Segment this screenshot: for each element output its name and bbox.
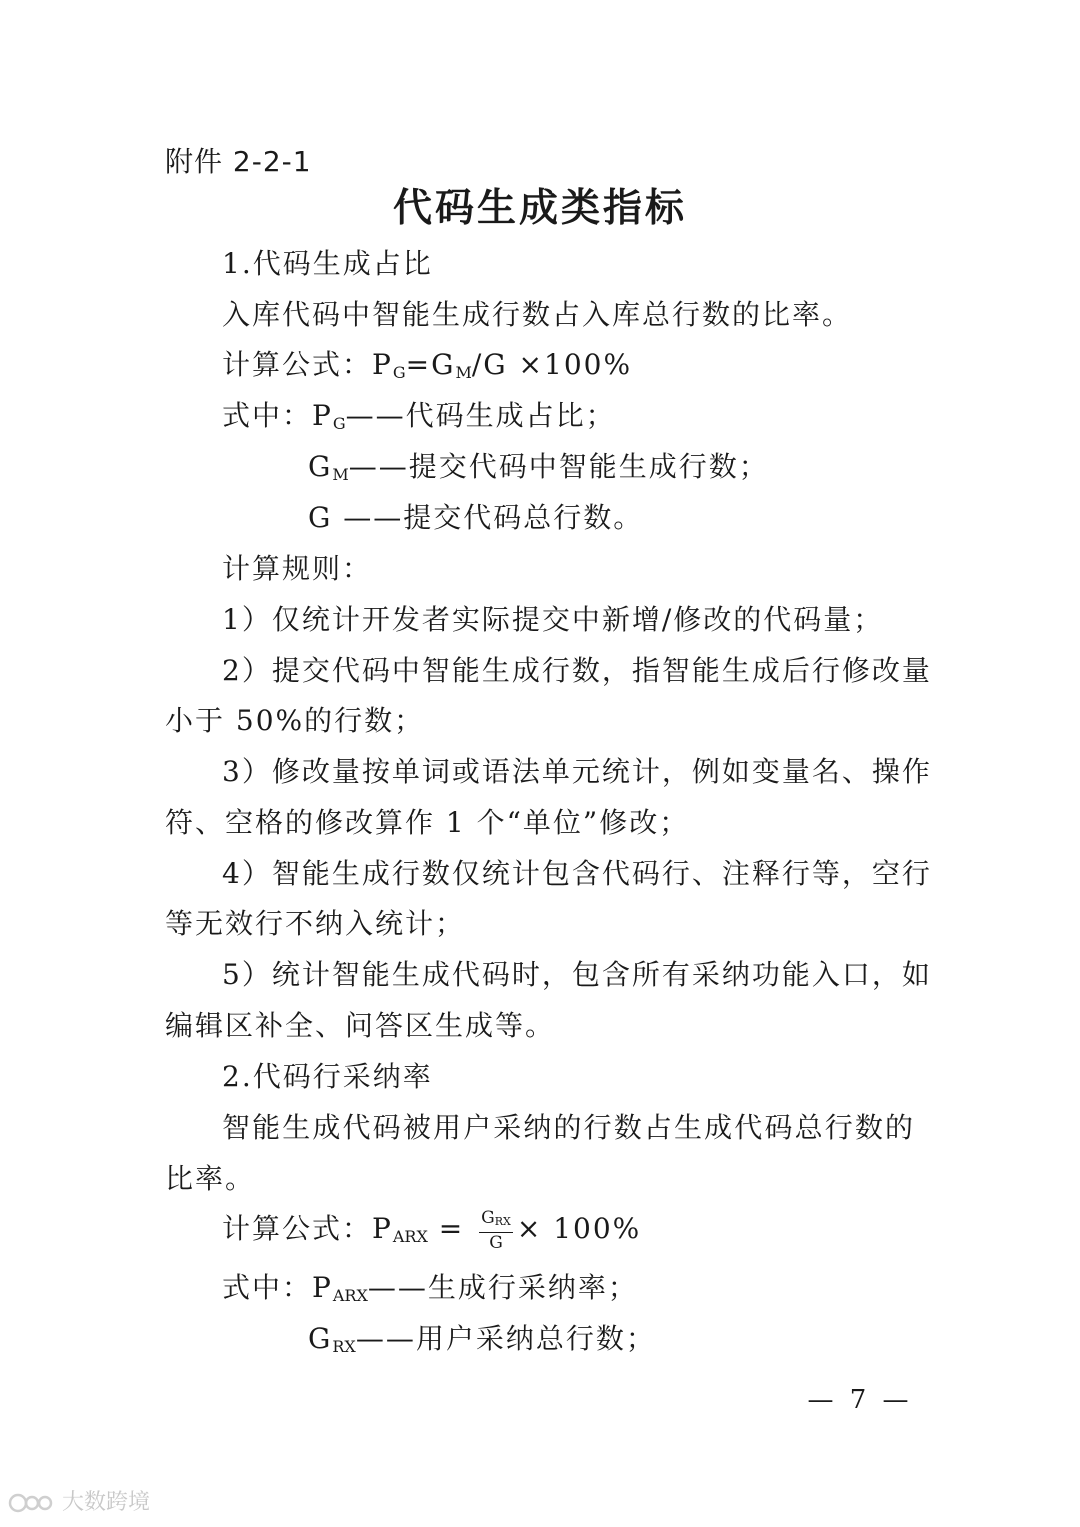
section1-heading: 1.代码生成占比: [222, 247, 433, 280]
rule-5-line-2: 编辑区补全、问答区生成等。: [165, 1009, 556, 1042]
section2-where-var2: $G_{RX}——$用户采纳总行数；: [308, 1322, 656, 1356]
section2-definition-line-2: 比率。: [165, 1162, 256, 1195]
page-number: — 7 —: [807, 1385, 913, 1415]
watermark-logo-icon: [8, 1489, 56, 1517]
watermark-text: 大数跨境: [62, 1490, 151, 1515]
section1-where-var2: $G_M——$提交代码中智能生成行数；: [308, 450, 769, 484]
section2-heading: 2.代码行采纳率: [222, 1060, 433, 1093]
rule-4-line-1: 4）智能生成行数仅统计包含代码行、注释行等，空行: [222, 857, 932, 890]
watermark: [8, 1488, 150, 1518]
section2-formula: 计算公式：$P_{ARX}$ = $\frac{G_{RX}}{G}$ × 100%: [222, 1208, 642, 1253]
section1-formula: 计算公式：$P_G=G_M/G \times 100\%$: [222, 348, 633, 382]
rules-heading: 计算规则：: [222, 552, 373, 585]
rule-2-line-1: 2）提交代码中智能生成行数，指智能生成后行修改量: [222, 654, 932, 687]
rule-3-line-1: 3）修改量按单词或语法单元统计，例如变量名、操作: [222, 755, 932, 788]
rule-3-line-2: 符、空格的修改算作 1 个“单位”修改；: [165, 806, 690, 839]
rule-1: 1）仅统计开发者实际提交中新增/修改的代码量；: [222, 603, 884, 636]
section1-where-var1: 式中：$P_G——$代码生成占比；: [222, 399, 616, 433]
rule-4-line-2: 等无效行不纳入统计；: [165, 907, 466, 940]
page-title: 代码生成类指标: [392, 186, 687, 231]
rule-5-line-1: 5）统计智能生成代码时，包含所有采纳功能入口，如: [222, 958, 932, 991]
attachment-label: 附件 2-2-1: [165, 145, 312, 178]
section1-definition: 入库代码中智能生成行数占入库总行数的比率。: [222, 298, 853, 331]
section2-where-var1: 式中：$P_{ARX}——$生成行采纳率；: [222, 1271, 638, 1305]
section2-definition-line-1: 智能生成代码被用户采纳的行数占生成代码总行数的: [222, 1111, 915, 1144]
formula-fraction: $\frac{G_{RX}}{G}$: [481, 1208, 511, 1253]
rule-2-line-2: 小于 50%的行数；: [165, 704, 425, 737]
section1-where-var3: G ——提交代码总行数。: [308, 501, 644, 534]
